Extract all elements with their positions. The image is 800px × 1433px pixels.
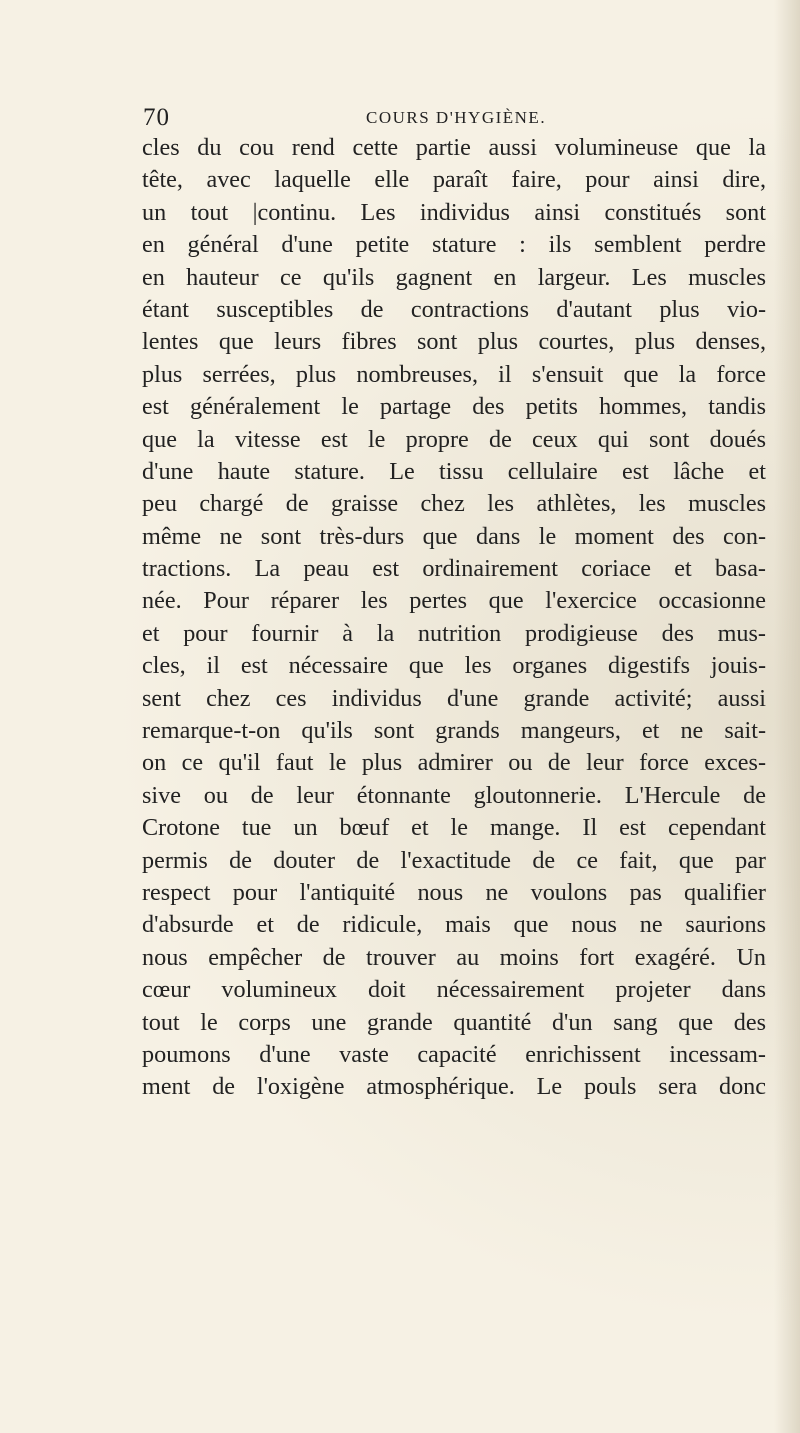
text-line: même ne sont très-durs que dans le moment des con- <box>142 522 766 550</box>
text-line: d'absurde et de ridicule, mais que nous ne saurions <box>142 911 766 939</box>
text-line: sive ou de leur étonnante gloutonnerie. L'Hercule de <box>142 781 766 809</box>
text-line: née. Pour réparer les pertes que l'exercice occasionne <box>142 587 766 615</box>
text-line: plus serrées, plus nombreuses, il s'ensuit que la force <box>142 360 766 388</box>
running-title: COURS D'HYGIÈNE. <box>366 108 547 127</box>
page-edge-shadow <box>774 0 800 1433</box>
text-line: en hauteur ce qu'ils gagnent en largeur. Les muscles <box>142 263 766 291</box>
text-line: on ce qu'il faut le plus admirer ou de leur force exces- <box>142 749 766 777</box>
text-line: cles du cou rend cette partie aussi volumineuse que la <box>142 134 766 161</box>
text-line: et pour fournir à la nutrition prodigieuse des mus- <box>142 619 766 647</box>
text-line: en général d'une petite stature : ils semblent perdre <box>142 231 766 259</box>
text-line: d'une haute stature. Le tissu cellulaire est lâche et <box>142 457 766 485</box>
text-line: cœur volumineux doit nécessairement projeter dans <box>142 976 766 1004</box>
text-line: étant susceptibles de contractions d'autant plus vio- <box>142 295 766 323</box>
text-line: lentes que leurs fibres sont plus courtes, plus denses, <box>142 328 766 356</box>
text-line: peu chargé de graisse chez les athlètes, les muscles <box>142 490 766 518</box>
text-line: sent chez ces individus d'une grande activité; aussi <box>142 684 766 712</box>
text-line: respect pour l'antiquité nous ne voulons pas qualifier <box>142 878 766 906</box>
text-line: Crotone tue un bœuf et le mange. Il est cependant <box>142 814 766 842</box>
text-line: tractions. La peau est ordinairement coriace et basa- <box>142 555 766 583</box>
text-line: que la vitesse est le propre de ceux qui sont doués <box>142 425 766 453</box>
text-line: nous empêcher de trouver au moins fort exagéré. Un <box>142 943 766 971</box>
text-line: permis de douter de l'exactitude de ce fait, que par <box>142 846 766 874</box>
text-line: cles, il est nécessaire que les organes digestifs jouis- <box>142 652 766 680</box>
text-line: ment de l'oxigène atmosphérique. Le pouls sera donc <box>142 1073 766 1101</box>
text-line: tout le corps une grande quantité d'un sang que des <box>142 1008 766 1036</box>
text-line: tête, avec laquelle elle paraît faire, pour ainsi dire, <box>142 166 766 194</box>
text-line: remarque-t-on qu'ils sont grands mangeurs, et ne sait- <box>142 717 766 745</box>
text-line: un tout |continu. Les individus ainsi constitués sont <box>142 198 766 226</box>
page-number: 70 <box>143 104 170 131</box>
body-text <box>142 132 766 1104</box>
text-line: poumons d'une vaste capacité enrichissent incessam- <box>142 1040 766 1068</box>
text-line: est généralement le partage des petits hommes, tandis <box>142 393 766 421</box>
